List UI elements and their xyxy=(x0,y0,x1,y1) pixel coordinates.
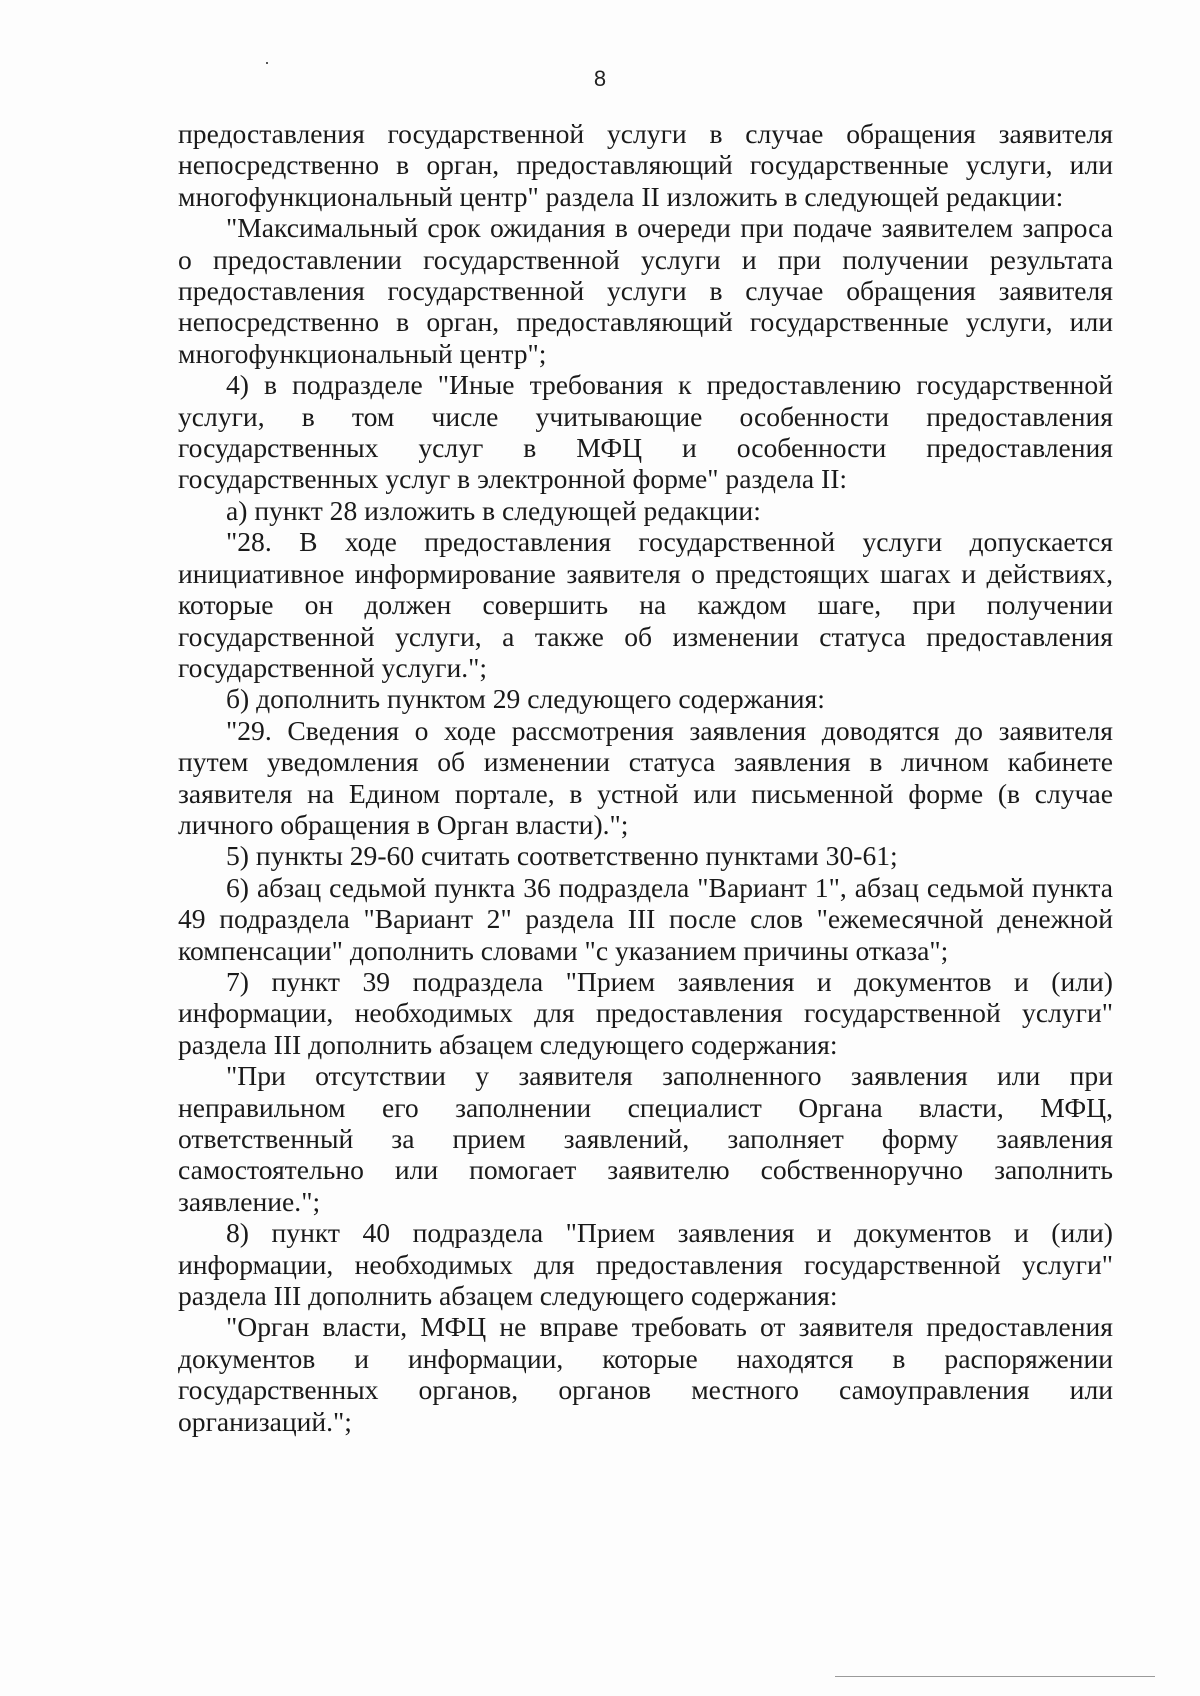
scan-artifact xyxy=(266,62,268,64)
document-body xyxy=(178,118,1113,1437)
paragraph: предоставления государственной услуги в случае обращения заявителя непосредственно в орган, предоставляющий государственные услуги, или многофункциональный центр" раздела II изложить в следующей редакции: xyxy=(178,118,1113,212)
page-number: 8 xyxy=(593,66,607,91)
paragraph: 8) пункт 40 подраздела "Прием заявления и документов и (или) информации, необходимых для предоставления государственной услуги" раздела III дополнить абзацем следующего содержания: xyxy=(178,1217,1113,1312)
paragraph: 5) пункты 29-60 считать соответственно пунктами 30-61; xyxy=(226,840,898,872)
paragraph: а) пункт 28 изложить в следующей редакции: xyxy=(226,494,761,526)
paragraph: "28. В ходе предоставления государственной услуги допускается инициативное информирование заявителя о предстоящих шагах и действиях, которые он должен совершить на каждом шаге, при получении государственной услуги, а также об изменении статуса предоставления государственной услуги."; xyxy=(178,526,1113,683)
paragraph: 4) в подразделе "Иные требования к предоставлению государственной услуги, в том числе учитывающие особенности предоставления государственных услуг в МФЦ и особенности предоставления государственных услуг в электронной форме" раздела II: xyxy=(178,369,1113,495)
paragraph: "При отсутствии у заявителя заполненного заявления или при неправильном его заполнении специалист Органа власти, МФЦ, ответственный за прием заявлений, заполняет форму заявления самостоятельно или помогает заявителю собственноручно заполнить заявление."; xyxy=(178,1060,1113,1217)
paragraph: 7) пункт 39 подраздела "Прием заявления и документов и (или) информации, необходимых для предоставления государственной услуги" раздела III дополнить абзацем следующего содержания: xyxy=(178,965,1113,1060)
paragraph: б) дополнить пунктом 29 следующего содержания: xyxy=(226,683,825,715)
paragraph: "29. Сведения о ходе рассмотрения заявления доводятся до заявителя путем уведомления об изменении статуса заявления в личном кабинете заявителя на Едином портале, в устной или письменной форме (в случае личного обращения в Орган власти)."; xyxy=(178,714,1113,840)
paragraph: 6) абзац седьмой пункта 36 подраздела "Вариант 1", абзац седьмой пункта 49 подраздела "Вариант 2" раздела III после слов "ежемесячной денежной компенсации" дополнить словами "с указанием причины отказа"; xyxy=(178,871,1113,966)
scan-edge-line xyxy=(835,1676,1155,1677)
paragraph: "Орган власти, МФЦ не вправе требовать от заявителя предоставления документов и информации, которые находятся в распоряжении государственных органов, органов местного самоуправления или организаций."; xyxy=(178,1311,1113,1437)
paragraph: "Максимальный срок ожидания в очереди при подаче заявителем запроса о предоставлении государственной услуги и при получении результата предоставления государственной услуги в случае обращения заявителя непосредственно в орган, предоставляющий государственные услуги, или многофункциональный центр"; xyxy=(178,212,1113,369)
